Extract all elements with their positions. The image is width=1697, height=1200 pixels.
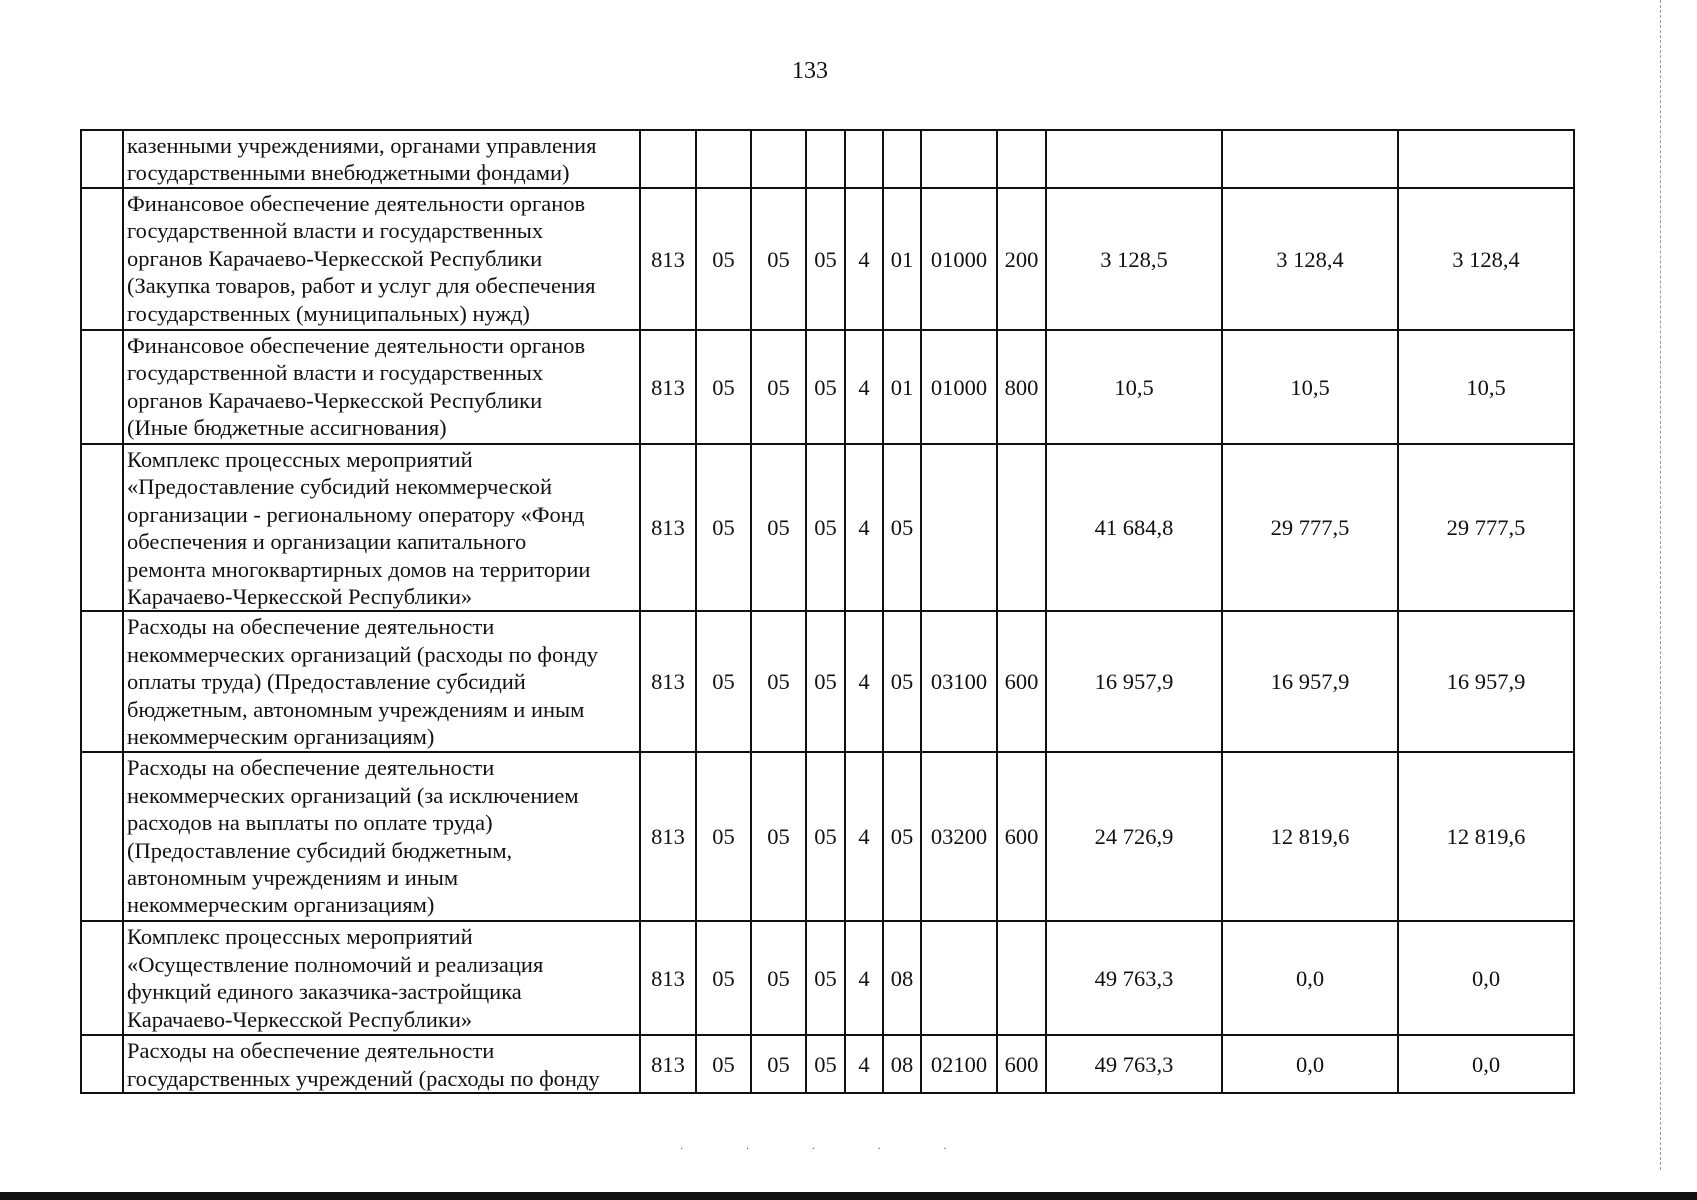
direction-code-cell: 01000: [921, 188, 997, 330]
amount-cell-year-3: 10,5: [1398, 330, 1574, 444]
event-code-cell: 05: [883, 611, 921, 752]
description-line: Комплекс процессных мероприятий: [127, 924, 473, 950]
amount-cell-year-3: 29 777,5: [1398, 444, 1574, 611]
description-line: функций единого заказчика-застройщика: [127, 979, 522, 1005]
description-line: органов Карачаево-Черкесской Республики: [127, 387, 543, 413]
description-line: некоммерческим организациям): [127, 724, 435, 750]
description-line: расходов на выплаты по оплате труда): [127, 810, 493, 836]
amount-cell-year-2: 12 819,6: [1222, 752, 1398, 921]
description-line: государственных (муниципальных) нужд): [127, 300, 530, 326]
section-code-cell: 05: [696, 444, 751, 611]
expense-type-code-cell: 600: [997, 611, 1046, 752]
expense-type-code-cell: 200: [997, 188, 1046, 330]
amount-cell-year-2: 0,0: [1222, 1035, 1398, 1093]
row-index-cell: [81, 921, 123, 1035]
amount-cell-year-2: 16 957,9: [1222, 611, 1398, 752]
description-line: организации - региональному оператору «Фонд: [127, 501, 585, 527]
program-type-code-cell: [845, 130, 883, 188]
description-line: ремонта многоквартирных домов на территории: [127, 556, 591, 582]
description-line: Карачаево-Черкесской Республики»: [127, 1006, 473, 1032]
description-line: органов Карачаево-Черкесской Республики: [127, 245, 543, 271]
description-line: государственной власти и государственных: [127, 218, 544, 244]
description-line: государственной власти и государственных: [127, 360, 544, 386]
description-line: некоммерческих организаций (расходы по фонду: [127, 641, 598, 667]
row-index-cell: [81, 188, 123, 330]
amount-cell-year-3: 3 128,4: [1398, 188, 1574, 330]
description-line: «Предоставление субсидий некоммерческой: [127, 474, 553, 500]
page-number: 133: [792, 58, 828, 84]
section-code-cell: 05: [696, 1035, 751, 1093]
scan-bottom-border: [0, 1192, 1697, 1200]
program-type-code-cell: 4: [845, 444, 883, 611]
direction-code-cell: 02100: [921, 1035, 997, 1093]
description-line: казенными учреждениями, органами управления: [127, 133, 597, 158]
description-line: Расходы на обеспечение деятельности: [127, 755, 495, 781]
program-type-code-cell: 4: [845, 752, 883, 921]
event-code-cell: 05: [883, 752, 921, 921]
description-line: обеспечения и организации капитального: [127, 529, 527, 555]
description-line: бюджетным, автономным учреждениям и иным: [127, 696, 585, 722]
row-index-cell: [81, 752, 123, 921]
amount-cell-year-1: 3 128,5: [1046, 188, 1222, 330]
description-cell: [123, 188, 640, 330]
description-cell: [123, 752, 640, 921]
section-code-cell: 05: [696, 330, 751, 444]
program-type-code-cell: 4: [845, 188, 883, 330]
ministry-code-cell: 813: [640, 330, 696, 444]
section-code-cell: 05: [696, 752, 751, 921]
table-row: [81, 921, 1574, 1035]
amount-cell-year-1: [1046, 130, 1222, 188]
subsection-code-cell: 05: [751, 188, 806, 330]
expense-type-code-cell: 600: [997, 1035, 1046, 1093]
event-code-cell: [883, 130, 921, 188]
program-code-cell: 05: [806, 1035, 845, 1093]
amount-cell-year-3: 12 819,6: [1398, 752, 1574, 921]
description-line: Расходы на обеспечение деятельности: [127, 614, 495, 640]
description-line: (Закупка товаров, работ и услуг для обеспечения: [127, 273, 596, 299]
program-type-code-cell: 4: [845, 330, 883, 444]
description-line: «Осуществление полномочий и реализация: [127, 951, 544, 977]
amount-cell-year-1: 49 763,3: [1046, 921, 1222, 1035]
expense-type-code-cell: 800: [997, 330, 1046, 444]
amount-cell-year-3: [1398, 130, 1574, 188]
ministry-code-cell: [640, 130, 696, 188]
subsection-code-cell: [751, 130, 806, 188]
program-code-cell: 05: [806, 611, 845, 752]
event-code-cell: 08: [883, 921, 921, 1035]
description-line: Финансовое обеспечение деятельности органов: [127, 191, 586, 216]
description-cell: [123, 921, 640, 1035]
description-line: оплаты труда) (Предоставление субсидий: [127, 669, 526, 695]
section-code-cell: 05: [696, 611, 751, 752]
section-code-cell: 05: [696, 188, 751, 330]
description-line: некоммерческих организаций (за исключением: [127, 782, 579, 808]
budget-table: [80, 129, 1575, 1094]
expense-type-code-cell: [997, 130, 1046, 188]
event-code-cell: 01: [883, 330, 921, 444]
amount-cell-year-1: 41 684,8: [1046, 444, 1222, 611]
description-line: Карачаево-Черкесской Республики»: [127, 584, 473, 610]
program-code-cell: 05: [806, 444, 845, 611]
amount-cell-year-1: 24 726,9: [1046, 752, 1222, 921]
direction-code-cell: [921, 130, 997, 188]
row-index-cell: [81, 444, 123, 611]
direction-code-cell: 03100: [921, 611, 997, 752]
ministry-code-cell: 813: [640, 188, 696, 330]
description-line: государственных учреждений (расходы по фонду: [127, 1065, 600, 1091]
description-line: Комплекс процессных мероприятий: [127, 447, 473, 472]
section-code-cell: [696, 130, 751, 188]
row-index-cell: [81, 1035, 123, 1093]
description-line: государственными внебюджетными фондами): [127, 160, 570, 186]
amount-cell-year-1: 10,5: [1046, 330, 1222, 444]
direction-code-cell: 01000: [921, 330, 997, 444]
amount-cell-year-3: 16 957,9: [1398, 611, 1574, 752]
table-row: [81, 1035, 1574, 1093]
description-line: (Предоставление субсидий бюджетным,: [127, 837, 513, 863]
amount-cell-year-2: 10,5: [1222, 330, 1398, 444]
subsection-code-cell: 05: [751, 611, 806, 752]
program-code-cell: 05: [806, 188, 845, 330]
event-code-cell: 01: [883, 188, 921, 330]
description-cell: [123, 444, 640, 611]
program-type-code-cell: 4: [845, 921, 883, 1035]
amount-cell-year-2: [1222, 130, 1398, 188]
row-index-cell: [81, 130, 123, 188]
amount-cell-year-3: 0,0: [1398, 1035, 1574, 1093]
ministry-code-cell: 813: [640, 1035, 696, 1093]
table-row: [81, 444, 1574, 611]
program-code-cell: 05: [806, 921, 845, 1035]
subsection-code-cell: 05: [751, 921, 806, 1035]
description-line: Расходы на обеспечение деятельности: [127, 1038, 495, 1064]
description-line: (Иные бюджетные ассигнования): [127, 415, 447, 441]
program-code-cell: 05: [806, 330, 845, 444]
expense-type-code-cell: [997, 921, 1046, 1035]
event-code-cell: 08: [883, 1035, 921, 1093]
description-cell: [123, 130, 640, 188]
subsection-code-cell: 05: [751, 1035, 806, 1093]
amount-cell-year-1: 16 957,9: [1046, 611, 1222, 752]
amount-cell-year-1: 49 763,3: [1046, 1035, 1222, 1093]
ministry-code-cell: 813: [640, 921, 696, 1035]
program-type-code-cell: 4: [845, 1035, 883, 1093]
expense-type-code-cell: [997, 444, 1046, 611]
table-row: [81, 188, 1574, 330]
row-index-cell: [81, 330, 123, 444]
table-row: [81, 130, 1574, 188]
description-line: некоммерческим организациям): [127, 892, 435, 918]
amount-cell-year-2: 3 128,4: [1222, 188, 1398, 330]
description-line: автономным учреждениям и иным: [127, 865, 459, 891]
ministry-code-cell: 813: [640, 611, 696, 752]
description-cell: [123, 1035, 640, 1093]
row-index-cell: [81, 611, 123, 752]
expense-type-code-cell: 600: [997, 752, 1046, 921]
subsection-code-cell: 05: [751, 752, 806, 921]
amount-cell-year-3: 0,0: [1398, 921, 1574, 1035]
scan-edge-line: [1660, 0, 1662, 1170]
table-row: [81, 752, 1574, 921]
subsection-code-cell: 05: [751, 444, 806, 611]
direction-code-cell: [921, 444, 997, 611]
direction-code-cell: [921, 921, 997, 1035]
section-code-cell: 05: [696, 921, 751, 1035]
scan-specks: · · · · ·: [680, 1144, 977, 1155]
ministry-code-cell: 813: [640, 752, 696, 921]
event-code-cell: 05: [883, 444, 921, 611]
table-row: [81, 330, 1574, 444]
program-code-cell: [806, 130, 845, 188]
ministry-code-cell: 813: [640, 444, 696, 611]
description-line: Финансовое обеспечение деятельности органов: [127, 333, 586, 358]
amount-cell-year-2: 0,0: [1222, 921, 1398, 1035]
direction-code-cell: 03200: [921, 752, 997, 921]
table-row: [81, 611, 1574, 752]
program-code-cell: 05: [806, 752, 845, 921]
description-cell: [123, 330, 640, 444]
program-type-code-cell: 4: [845, 611, 883, 752]
amount-cell-year-2: 29 777,5: [1222, 444, 1398, 611]
description-cell: [123, 611, 640, 752]
subsection-code-cell: 05: [751, 330, 806, 444]
